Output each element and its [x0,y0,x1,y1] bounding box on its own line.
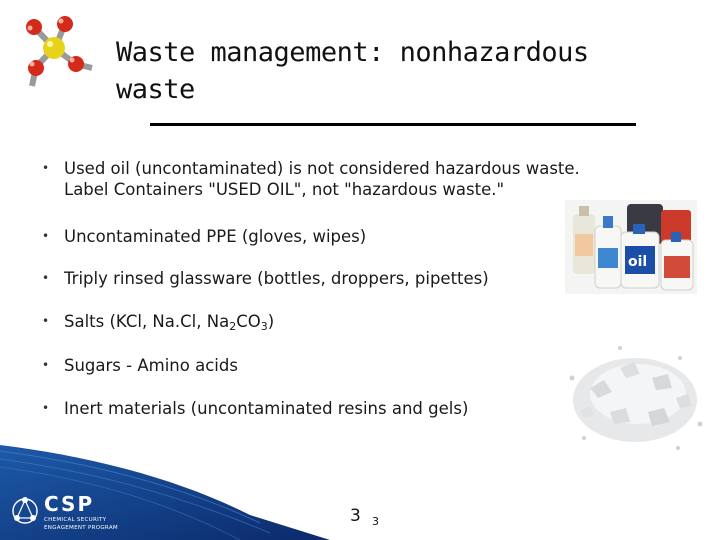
bullet-text-line-2: Label Containers "USED OIL", not "hazardous waste." [64,180,505,199]
bullet-marker: • [42,358,50,372]
bullet-marker: • [42,161,50,175]
slide-title [116,34,676,108]
bullet-text: Sugars - Amino acids [64,356,238,375]
bullet-marker: • [42,401,50,415]
bullet-marker: • [42,271,50,285]
csp-logo [10,492,140,532]
bullet-text: Inert materials (uncontaminated resins and gels) [64,399,469,418]
csp-logo-icon [10,492,40,530]
oil-bottles-image [565,200,697,294]
svg-text:oil: oil [628,254,648,270]
bullet-marker: • [42,314,50,328]
page-number: 3 [350,506,361,526]
logo-subtitle-2: ENGAGEMENT PROGRAM [44,525,118,531]
title-underline [150,123,636,126]
molecule-icon [14,12,106,96]
logo-wordmark: CSP [44,492,95,516]
bullet-text: Uncontaminated PPE (gloves, wipes) [64,227,367,246]
bullet-text: Salts (KCl, Na.Cl, $Na_2CO_3$) [64,312,275,333]
title-line-2: waste [116,74,195,105]
bullet-text: Triply rinsed glassware (bottles, droppers, pipettes) [64,269,489,288]
bullet-text-line-1: Used oil (uncontaminated) is not considered hazardous waste. [64,159,580,178]
logo-subtitle-1: CHEMICAL SECURITY [44,517,107,523]
salt-crystals-image [560,328,710,466]
bullet-marker: • [42,229,50,243]
title-line-1: Waste management: nonhazardous [116,37,589,68]
page-number-small: 3 [372,515,379,528]
